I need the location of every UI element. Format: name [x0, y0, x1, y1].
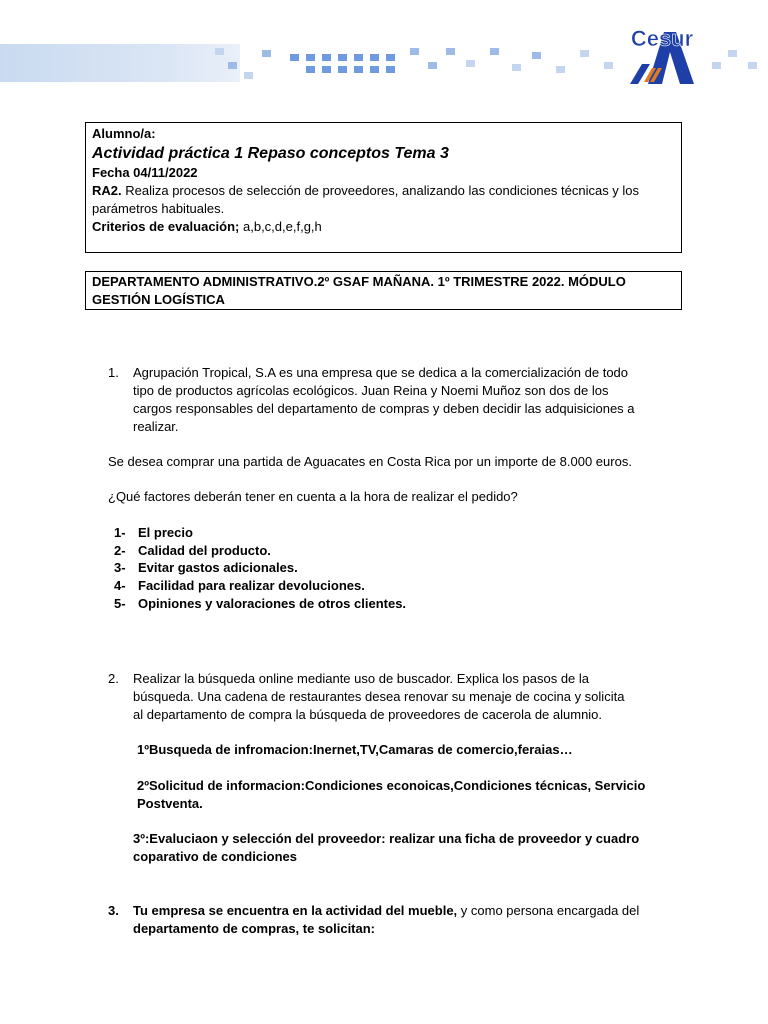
factor-text: El precio [138, 525, 193, 540]
q1-line: cargos responsables del departamento de compras y deben decidir las adquisiciones a [133, 401, 635, 416]
ra-text-2: parámetros habituales. [92, 201, 225, 216]
q2-step-2-line: Postventa. [137, 796, 203, 811]
factor-item [114, 542, 271, 560]
criteria-value: a,b,c,d,e,f,g,h [239, 219, 322, 234]
factor-number: 2- [114, 543, 126, 558]
q2-text [133, 670, 681, 724]
factor-text: Calidad del producto. [138, 543, 271, 558]
q2-step-3-line: 3º:Evaluciaon y selección del proveedor: realizar una ficha de proveedor y cuadro [133, 831, 640, 846]
q1-number: 1. [108, 365, 119, 380]
date-label: Fecha 04/11/2022 [92, 165, 198, 180]
q1-line: realizar. [133, 419, 179, 434]
q2-step-3 [133, 830, 677, 866]
q3-line-2: departamento de compras, te solicitan: [133, 921, 376, 936]
activity-header-box [85, 122, 682, 253]
q2-step-1 [137, 741, 677, 759]
factor-item [114, 577, 365, 595]
factor-number: 4- [114, 578, 126, 593]
factor-number: 5- [114, 596, 126, 611]
department-line-1: DEPARTAMENTO ADMINISTRATIVO.2º GSAF MAÑANA. 1º TRIMESTRE 2022. MÓDULO [92, 274, 626, 289]
cesur-logo [626, 12, 698, 84]
q3-line-1-rest: y como persona encargada del [457, 903, 640, 918]
student-label: Alumno/a: [92, 126, 156, 141]
criteria-label: Criterios de evaluación; [92, 219, 240, 234]
factor-text: Opiniones y valoraciones de otros clientes. [138, 596, 407, 611]
ra-label: RA2. [92, 183, 122, 198]
q1-statement: Se desea comprar una partida de Aguacates en Costa Rica por un importe de 8.000 euros. [108, 454, 632, 469]
header-band [0, 44, 240, 82]
ra-line-1 [92, 182, 675, 200]
q2-number: 2. [108, 671, 119, 686]
factor-number: 1- [114, 525, 126, 540]
q2-line: al departamento de compra la búsqueda de proveedores de cacerola de alumnio. [133, 707, 603, 722]
q1-line: tipo de productos agrícolas ecológicos. Juan Reina y Noemi Muñoz son dos de los [133, 383, 609, 398]
factor-number: 3- [114, 560, 126, 575]
q2-step-3-line: coparativo de condiciones [133, 849, 297, 864]
q3-text [133, 902, 681, 938]
q2-step-2 [137, 777, 677, 813]
q3-line-1 [133, 902, 681, 920]
factor-item [114, 559, 298, 577]
q2-line: Realizar la búsqueda online mediante uso de buscador. Explica los pasos de la [133, 671, 590, 686]
factor-text: Evitar gastos adicionales. [138, 560, 298, 575]
q2-step-1-text: 1ºBusqueda de infromacion:Inernet,TV,Camaras de comercio,feraias… [137, 742, 573, 757]
department-box [85, 271, 682, 310]
factor-item [114, 595, 406, 613]
q1-text [133, 364, 681, 436]
q3-line-1-bold: Tu empresa se encuentra en la actividad del mueble, [133, 903, 458, 918]
logo-text: Cesur [630, 26, 694, 51]
q2-line: búsqueda. Una cadena de restaurantes desea renovar su menaje de cocina y solicita [133, 689, 625, 704]
q1-line: Agrupación Tropical, S.A es una empresa que se dedica a la comercialización de todo [133, 365, 629, 380]
ra-text-1: Realiza procesos de selección de proveedores, analizando las condiciones técnicas y los [121, 183, 640, 198]
q1-question: ¿Qué factores deberán tener en cuenta a la hora de realizar el pedido? [108, 489, 518, 504]
factor-text: Facilidad para realizar devoluciones. [138, 578, 365, 593]
activity-title: Actividad práctica 1 Repaso conceptos Tema 3 [92, 145, 449, 162]
factor-item [114, 524, 193, 542]
criteria-line [92, 218, 675, 236]
q3-number: 3. [108, 903, 119, 918]
q2-step-2-line: 2ºSolicitud de informacion:Condiciones econoicas,Condiciones técnicas, Servicio [137, 778, 646, 793]
department-line-2: GESTIÓN LOGÍSTICA [92, 292, 225, 307]
